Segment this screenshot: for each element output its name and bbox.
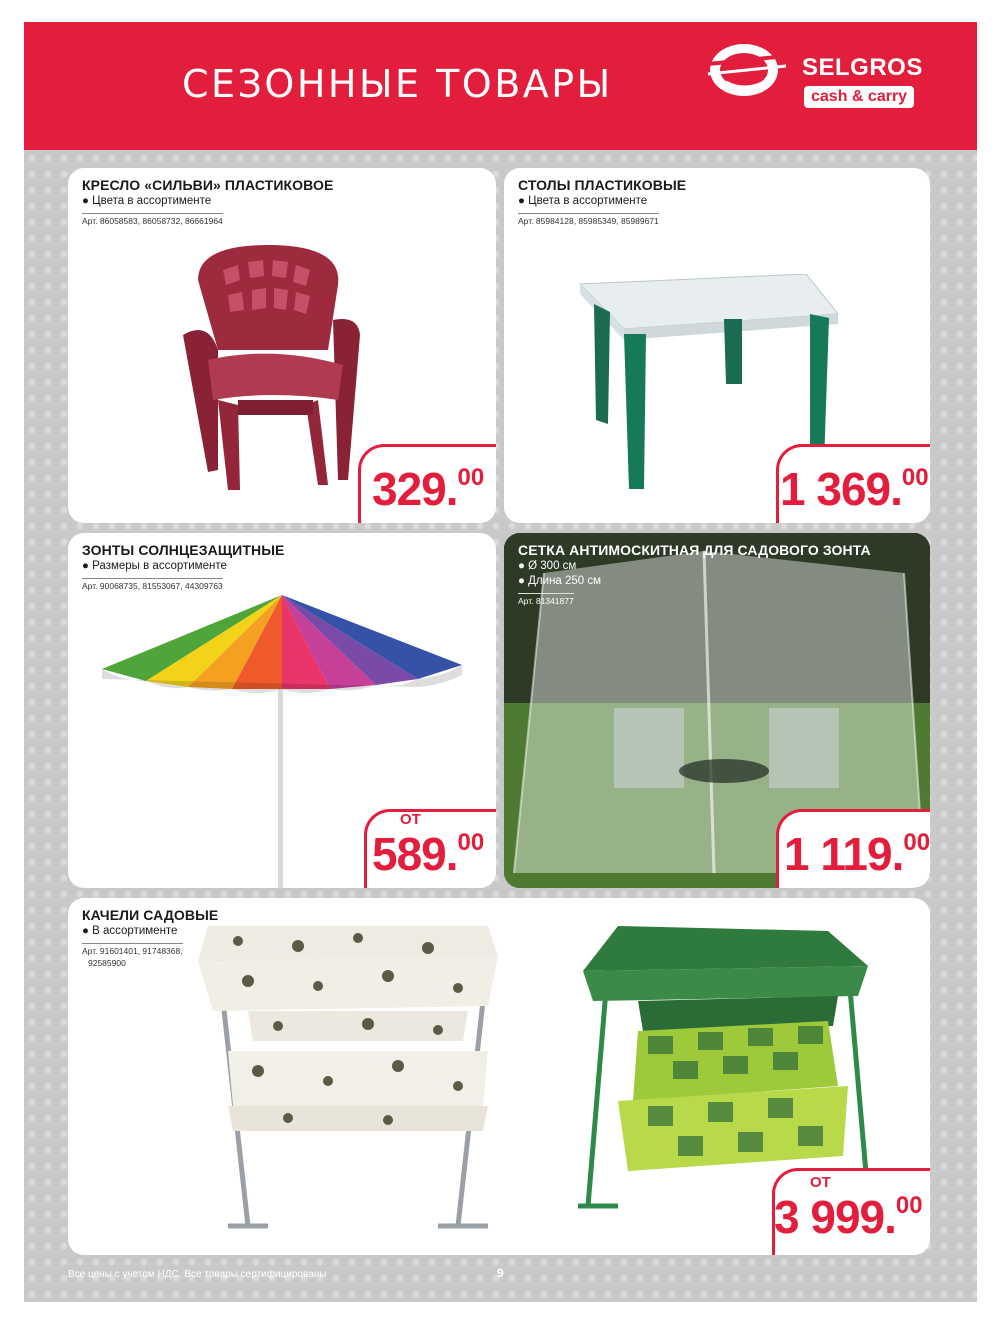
product-card-chair [68, 168, 496, 523]
price-cents: 00 [903, 829, 930, 856]
footer-note: Все цены с учетом НДС. Все товары сертифицированы [68, 1269, 327, 1280]
price-cents: 00 [457, 829, 485, 856]
product-article: Арт. 86058583, 86058732, 86661964 [82, 213, 223, 226]
garden-swing-floral-icon [188, 926, 518, 1255]
product-title: КАЧЕЛИ САДОВЫЕ [82, 907, 219, 923]
price [372, 462, 484, 516]
price-prefix: ОТ [810, 1174, 831, 1191]
product-article: Арт. 90068735, 81553067, 44309763 [82, 578, 223, 591]
price-main: 1 119. [784, 828, 904, 880]
price-main: 1 369. [780, 463, 902, 515]
price [372, 827, 484, 881]
price-main: 589. [372, 828, 458, 880]
product-note: ● Цвета в ассортименте [82, 195, 212, 207]
plastic-chair-icon [178, 240, 378, 510]
brand-subtitle: cash & carry [804, 86, 914, 108]
product-card-umbrella [68, 533, 496, 888]
product-card-table [504, 168, 930, 523]
price [780, 462, 929, 516]
price-prefix: ОТ [400, 811, 421, 828]
product-article-2: 92585900 [88, 958, 126, 968]
price [784, 827, 930, 881]
product-note: ● Размеры в ассортименте [82, 560, 227, 572]
price-main: 329. [372, 463, 458, 515]
brand-name: SELGROS [802, 54, 923, 81]
price-cents: 00 [457, 464, 485, 491]
product-note: ● Ø 300 см [518, 560, 577, 572]
price [774, 1190, 923, 1244]
selgros-cutlery-icon [704, 34, 792, 104]
product-note: ● Цвета в ассортименте [518, 195, 648, 207]
product-article: Арт. 81341877 [518, 593, 574, 606]
product-title: СТОЛЫ ПЛАСТИКОВЫЕ [518, 177, 687, 193]
selgros-logo [704, 34, 934, 114]
product-title: КРЕСЛО «СИЛЬВИ» ПЛАСТИКОВОЕ [82, 177, 334, 193]
product-note: ● В ассортименте [82, 925, 178, 937]
product-title: СЕТКА АНТИМОСКИТНАЯ ДЛЯ САДОВОГО ЗОНТА [518, 542, 871, 558]
product-card-mosquito-net [504, 533, 930, 888]
product-article: Арт. 85984128, 85985349, 85989671 [518, 213, 659, 226]
product-title: ЗОНТЫ СОЛНЦЕЗАЩИТНЫЕ [82, 542, 285, 558]
page-title: СЕЗОННЫЕ ТОВАРЫ [182, 62, 613, 106]
product-note-2: ● Длина 250 см [518, 575, 602, 587]
price-cents: 00 [895, 1192, 923, 1219]
product-card-garden-swing [68, 898, 930, 1255]
price-cents: 00 [901, 464, 929, 491]
product-article: Арт. 91601401, 91748368, [82, 943, 183, 956]
price-main: 3 999. [774, 1191, 896, 1243]
page-number: 9 [497, 1266, 504, 1280]
